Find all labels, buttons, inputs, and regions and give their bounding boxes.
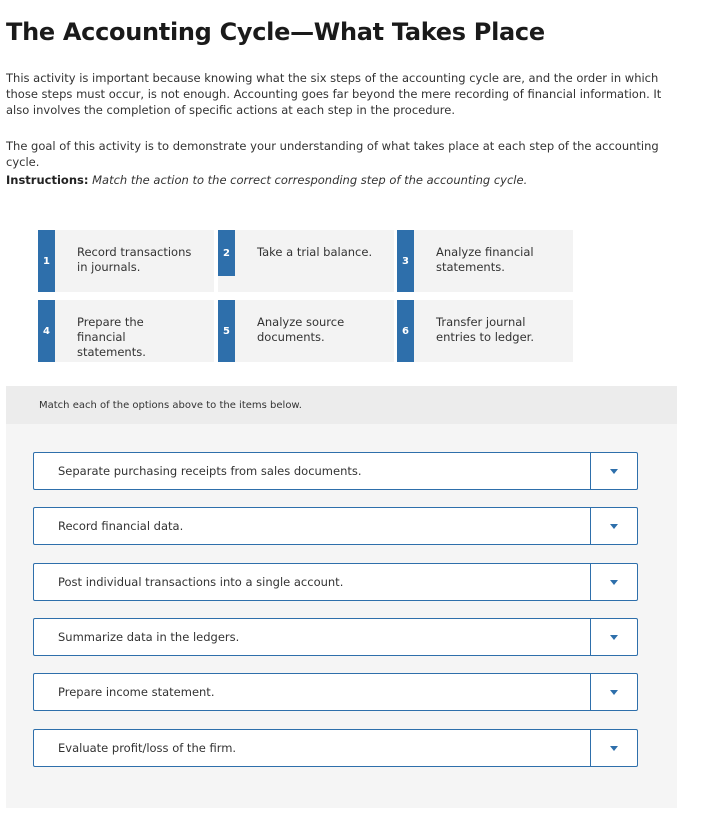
instructions-label: Instructions:	[6, 173, 89, 187]
match-row[interactable]	[33, 452, 638, 490]
option-number: 1	[38, 230, 55, 292]
intro-paragraph: This activity is important because knowing what the six steps of the accounting cycle are, and the order in which those steps must occur, is not enough. Accounting goes far beyond the mere recording of financial information. It also involves the completion of specific actions at each step in the procedure.	[6, 71, 662, 117]
option-card-3[interactable]	[397, 230, 573, 292]
option-text: Prepare the financial statements.	[77, 315, 146, 359]
chevron-down-icon	[610, 524, 618, 529]
option-number: 2	[218, 230, 235, 276]
match-row[interactable]	[33, 673, 638, 711]
option-text: Take a trial balance.	[257, 245, 373, 259]
match-item-label: Prepare income statement.	[58, 685, 215, 699]
chevron-down-icon	[610, 469, 618, 474]
chevron-down-icon	[610, 690, 618, 695]
match-panel	[6, 386, 677, 808]
match-header: Match each of the options above to the items below.	[6, 386, 677, 424]
match-row[interactable]	[33, 729, 638, 767]
option-card-5[interactable]	[218, 300, 394, 362]
match-dropdown[interactable]	[590, 508, 637, 544]
match-item-label: Record financial data.	[58, 519, 184, 533]
chevron-down-icon	[610, 635, 618, 640]
match-item-label: Separate purchasing receipts from sales documents.	[58, 464, 362, 478]
option-card-2[interactable]	[218, 230, 394, 292]
match-row[interactable]	[33, 618, 638, 656]
match-row[interactable]	[33, 507, 638, 545]
match-item-label: Evaluate profit/loss of the firm.	[58, 741, 237, 755]
match-dropdown[interactable]	[590, 564, 637, 600]
option-text: Analyze source documents.	[257, 315, 345, 344]
option-card-6[interactable]	[397, 300, 573, 362]
match-item-label: Summarize data in the ledgers.	[58, 630, 240, 644]
option-number: 3	[397, 230, 414, 292]
match-dropdown[interactable]	[590, 453, 637, 489]
chevron-down-icon	[610, 746, 618, 751]
option-text: Analyze financial statements.	[436, 245, 534, 274]
option-text: Record transactions in journals.	[77, 245, 192, 274]
chevron-down-icon	[610, 580, 618, 585]
option-number: 6	[397, 300, 414, 362]
option-card-1[interactable]	[38, 230, 214, 292]
instructions	[6, 172, 686, 188]
match-dropdown[interactable]	[590, 619, 637, 655]
goal-paragraph: The goal of this activity is to demonstrate your understanding of what takes place at each step of the accounting cycle.	[6, 139, 659, 169]
option-number: 4	[38, 300, 55, 362]
match-row[interactable]	[33, 563, 638, 601]
page-title: The Accounting Cycle—What Takes Place	[6, 18, 545, 46]
match-dropdown[interactable]	[590, 674, 637, 710]
option-text: Transfer journal entries to ledger.	[436, 315, 534, 344]
match-dropdown[interactable]	[590, 730, 637, 766]
option-card-4[interactable]	[38, 300, 214, 362]
instructions-text: Match the action to the correct corresponding step of the accounting cycle.	[92, 173, 528, 187]
option-number: 5	[218, 300, 235, 362]
match-item-label: Post individual transactions into a single account.	[58, 575, 344, 589]
